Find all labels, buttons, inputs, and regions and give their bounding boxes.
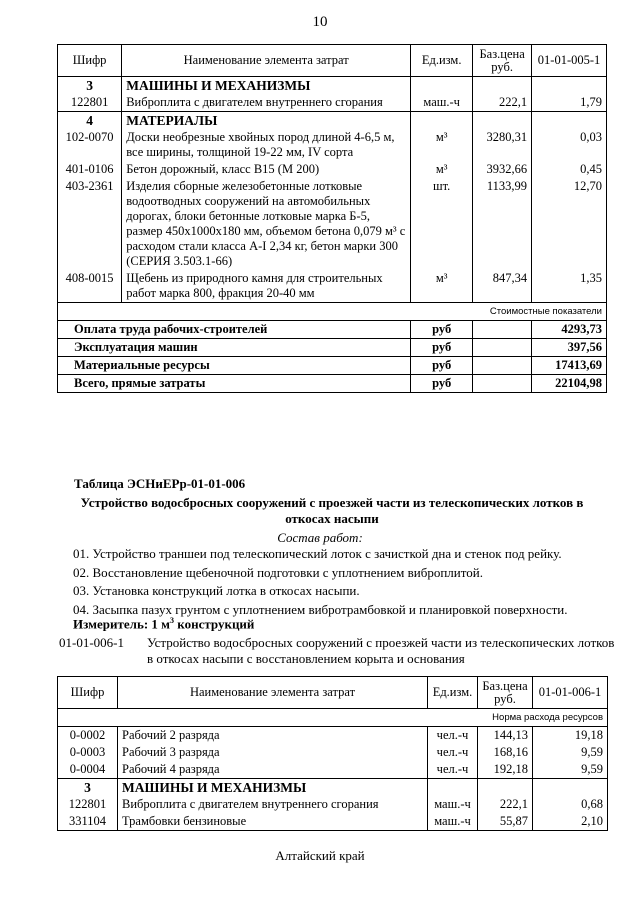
composition-label: Состав работ: bbox=[277, 530, 363, 545]
resource-code: 122801 bbox=[58, 796, 118, 813]
norm-description: Устройство водосбросных сооружений с проезжей части из телескопических лотков в откосах насыпи с восстановлением корыта и основания bbox=[147, 635, 615, 666]
table-header-row bbox=[58, 677, 608, 709]
footer-region: Алтайский край bbox=[275, 848, 365, 863]
resource-code: 403-2361 bbox=[58, 178, 122, 270]
norm-code: 01-01-006-1 bbox=[59, 635, 124, 650]
resource-unit: маш.-ч bbox=[428, 813, 478, 831]
table-row bbox=[58, 813, 608, 831]
section-number: 3 bbox=[58, 77, 122, 95]
resource-value: 19,18 bbox=[533, 727, 608, 745]
resource-value: 0,68 bbox=[533, 796, 608, 813]
section-title: МАШИНЫ И МЕХАНИЗМЫ bbox=[118, 779, 428, 797]
resource-unit: чел.-ч bbox=[428, 761, 478, 779]
resource-table-2 bbox=[57, 676, 608, 831]
total-row bbox=[58, 375, 607, 393]
header-code: Шифр bbox=[58, 677, 118, 709]
resource-value: 1,35 bbox=[532, 270, 607, 303]
resource-value: 9,59 bbox=[533, 744, 608, 761]
resource-price: 222,1 bbox=[478, 796, 533, 813]
operations-list bbox=[73, 545, 568, 619]
total-value: 22104,98 bbox=[532, 375, 607, 393]
total-unit: руб bbox=[411, 357, 473, 375]
resource-code: 401-0106 bbox=[58, 161, 122, 178]
total-label: Оплата труда рабочих-строителей bbox=[58, 321, 411, 339]
table-row bbox=[58, 129, 607, 161]
resource-value: 1,79 bbox=[532, 94, 607, 112]
table-row bbox=[58, 727, 608, 745]
resource-price: 3932,66 bbox=[473, 161, 532, 178]
header-unit: Ед.изм. bbox=[411, 45, 473, 77]
total-unit: руб bbox=[411, 321, 473, 339]
resource-unit: чел.-ч bbox=[428, 744, 478, 761]
measure-unit bbox=[73, 616, 254, 632]
norm-code-line bbox=[59, 635, 619, 666]
header-unit: Ед.изм. bbox=[428, 677, 478, 709]
resource-unit: маш.-ч bbox=[411, 94, 473, 112]
section-heading: Устройство водосбросных сооружений с проезжей части из телескопических лотков в откосах насыпи bbox=[80, 495, 584, 526]
header-name: Наименование элемента затрат bbox=[122, 45, 411, 77]
header-price: Баз.цена руб. bbox=[478, 677, 533, 709]
total-label: Материальные ресурсы bbox=[58, 357, 411, 375]
total-label: Эксплуатация машин bbox=[58, 339, 411, 357]
resource-value: 9,59 bbox=[533, 761, 608, 779]
table-row bbox=[58, 744, 608, 761]
page-number: 10 bbox=[312, 14, 328, 30]
total-row bbox=[58, 339, 607, 357]
resource-code: 122801 bbox=[58, 94, 122, 112]
resource-name: Доски необрезные хвойных пород длиной 4-6,5 м, все ширины, толщиной 19-22 мм, IV сорта bbox=[122, 129, 411, 161]
resource-price: 192,18 bbox=[478, 761, 533, 779]
resource-value: 2,10 bbox=[533, 813, 608, 831]
resource-name: Изделия сборные железобетонные лотковые водоотводных сооружений на автомобильных дорогах, блоки бетонные лотковые марка Б-5, размер 450х1000х180 мм, объемом бетона 0,079 м³ с расходом стали класса А-I 2,34 кг, бетон марки 300 (СЕРИЯ 3.503.1-66) bbox=[122, 178, 411, 270]
total-value: 4293,73 bbox=[532, 321, 607, 339]
header-norm: 01-01-005-1 bbox=[532, 45, 607, 77]
resource-code: 102-0070 bbox=[58, 129, 122, 161]
header-code: Шифр bbox=[58, 45, 122, 77]
note-row bbox=[58, 709, 608, 727]
resource-value: 0,45 bbox=[532, 161, 607, 178]
resource-unit: чел.-ч bbox=[428, 727, 478, 745]
resource-price: 168,16 bbox=[478, 744, 533, 761]
resource-name: Бетон дорожный, класс В15 (М 200) bbox=[122, 161, 411, 178]
resource-name: Рабочий 2 разряда bbox=[118, 727, 428, 745]
resource-unit: м³ bbox=[411, 270, 473, 303]
measure-prefix: Измеритель: 1 м bbox=[73, 616, 171, 632]
resource-name: Рабочий 4 разряда bbox=[118, 761, 428, 779]
section-number: 4 bbox=[58, 112, 122, 130]
resource-price: 222,1 bbox=[473, 94, 532, 112]
resource-name: Рабочий 3 разряда bbox=[118, 744, 428, 761]
resource-name: Виброплита с двигателем внутреннего сгорания bbox=[118, 796, 428, 813]
table-row bbox=[58, 270, 607, 303]
resource-code: 0-0002 bbox=[58, 727, 118, 745]
table-header-row bbox=[58, 45, 607, 77]
section-title: МАШИНЫ И МЕХАНИЗМЫ bbox=[122, 77, 411, 95]
resource-unit: маш.-ч bbox=[428, 796, 478, 813]
resource-note: Норма расхода ресурсов bbox=[58, 709, 608, 727]
total-value: 17413,69 bbox=[532, 357, 607, 375]
section-row bbox=[58, 77, 607, 95]
resource-code: 331104 bbox=[58, 813, 118, 831]
section-row bbox=[58, 779, 608, 797]
resource-unit: шт. bbox=[411, 178, 473, 270]
measure-sup: 3 bbox=[170, 616, 175, 625]
total-row bbox=[58, 321, 607, 339]
resource-price: 847,34 bbox=[473, 270, 532, 303]
table-row bbox=[58, 796, 608, 813]
resource-table-1 bbox=[57, 44, 607, 393]
resource-price: 55,87 bbox=[478, 813, 533, 831]
header-name: Наименование элемента затрат bbox=[118, 677, 428, 709]
resource-name: Щебень из природного камня для строительных работ марка 800, фракция 20-40 мм bbox=[122, 270, 411, 303]
total-unit: руб bbox=[411, 339, 473, 357]
resource-value: 12,70 bbox=[532, 178, 607, 270]
resource-name: Виброплита с двигателем внутреннего сгорания bbox=[122, 94, 411, 112]
section-title: МАТЕРИАЛЫ bbox=[122, 112, 411, 130]
resource-unit: м³ bbox=[411, 129, 473, 161]
resource-code: 408-0015 bbox=[58, 270, 122, 303]
section-number: 3 bbox=[58, 779, 118, 797]
resource-price: 144,13 bbox=[478, 727, 533, 745]
table-row bbox=[58, 178, 607, 270]
list-item: 03. Установка конструкций лотка в откосах насыпи. bbox=[73, 583, 360, 598]
total-unit: руб bbox=[411, 375, 473, 393]
section-row bbox=[58, 112, 607, 130]
list-item: 01. Устройство траншеи под телескопический лоток с зачисткой дна и стенок под рейку. bbox=[73, 546, 562, 561]
resource-price: 3280,31 bbox=[473, 129, 532, 161]
table-row bbox=[58, 161, 607, 178]
header-price: Баз.цена руб. bbox=[473, 45, 532, 77]
total-label: Всего, прямые затраты bbox=[58, 375, 411, 393]
list-item: 04. Засыпка пазух грунтом с уплотнением вибротрамбовкой и планировкой поверхности. bbox=[73, 601, 568, 617]
resource-price: 1133,99 bbox=[473, 178, 532, 270]
resource-code: 0-0004 bbox=[58, 761, 118, 779]
table-row bbox=[58, 94, 607, 112]
total-row bbox=[58, 357, 607, 375]
measure-suffix: конструкций bbox=[174, 616, 255, 632]
resource-name: Трамбовки бензиновые bbox=[118, 813, 428, 831]
table-title: Таблица ЭСНиЕРр-01-01-006 bbox=[74, 476, 246, 491]
table-row bbox=[58, 761, 608, 779]
resource-value: 0,03 bbox=[532, 129, 607, 161]
resource-code: 0-0003 bbox=[58, 744, 118, 761]
note-row bbox=[58, 303, 607, 321]
resource-unit: м³ bbox=[411, 161, 473, 178]
header-norm: 01-01-006-1 bbox=[533, 677, 608, 709]
list-item: 02. Восстановление щебеночной подготовки с уплотнением виброплитой. bbox=[73, 564, 483, 580]
cost-note: Стоимостные показатели bbox=[58, 303, 607, 321]
total-value: 397,56 bbox=[532, 339, 607, 357]
